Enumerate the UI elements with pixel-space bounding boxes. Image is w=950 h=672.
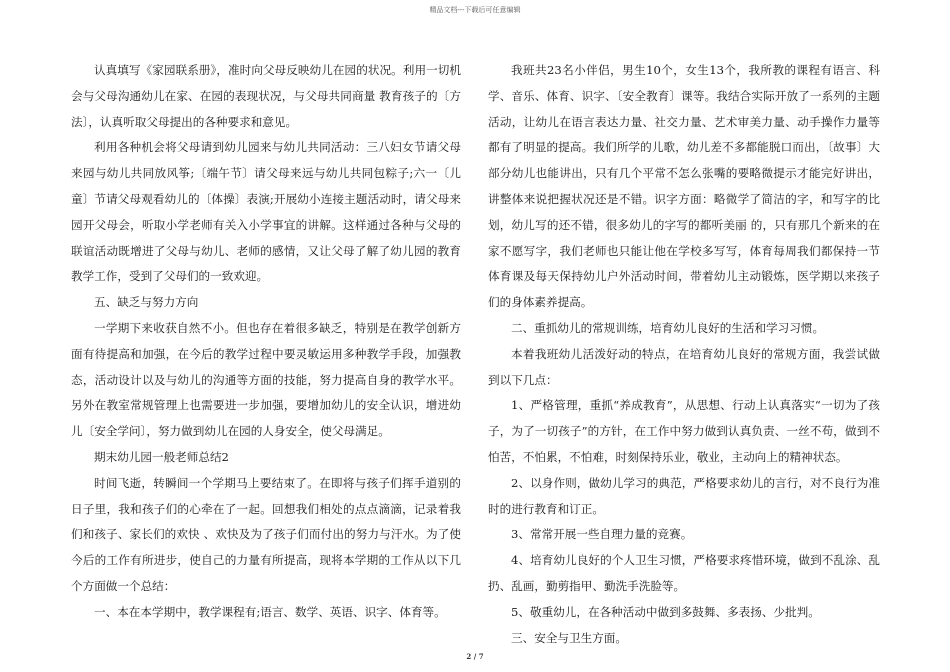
paragraph: 一、本在本学期中，教学课程有;语言、数学、英语、识字、体育等。 — [94, 604, 446, 619]
section-heading: 五、缺乏与努力方向 — [94, 295, 199, 310]
section-heading: 三、安全与卫生方面。 — [511, 630, 627, 645]
paragraph: 时间飞逝，转瞬间一个学期马上要结束了。在即将与孩子们挥手道别的日子里，我和孩子们的心牵在了一起。回想我们相处的点点滴滴，记录着我们和孩子、家长们的欢快 、欢快及为了孩子们而付出的努力与汗水。为了使今后的工作有所进步，使自己的力量有所提高，现将本学期的工作从以下几个方面做一个总结： — [71, 475, 461, 593]
section-heading: 二、重抓幼儿的常规训练，培育幼儿良好的生活和学习习惯。 — [511, 320, 825, 335]
page-header: 精品文档---下载后可任意编辑 — [429, 6, 521, 14]
paragraph: 认真填写《家园联系册》，准时向父母反映幼儿在园的状况。利用一切机会与父母沟通幼儿在家、在园的表现状况，与父母共同商量 教育孩子的〔方法〕，认真听取父母提出的各种要求和意见。 — [71, 63, 461, 129]
list-item: 1、严格管理，重抓“养成教育”，从思想、行动上认真落实“一切为了孩子，为了一切孩子”的方针，在工作中努力做到认真负责、一丝不苟，做到不怕苦，不怕累，不怕难，时刻保持乐业，敬业，主动向上的精神状态。 — [488, 398, 880, 464]
paragraph: 利用各种机会将父母请到幼儿园来与幼儿共同活动：三八妇女节请父母来园与幼儿共同放风筝;〔端午节〕请父母来远与幼儿共同包粽子;六一〔儿童〕节请父母观看幼儿的〔体操〕表演;开展幼小连接主题活动时，请父母来园开父母会，听取小学老师有关入小学事宜的讲解。这样通过各种与父母的联谊活动既增进了父母与幼儿、老师的感情，又让父母了解了幼儿园的教育教学工作，受到了父母们的一致欢迎。 — [71, 140, 461, 284]
paragraph: 一学期下来收获自然不小。但也存在着很多缺乏，特别是在教学创新方面有待提高和加强，在今后的教学过程中要灵敏运用多种教学手段，加强教态，活动设计以及与幼儿的沟通等方面的技能，努力提高自身的教学水平。另外在教室常规管理上也需要进一步加强，要增加幼儿的安全认识，增进幼儿〔安全学问〕，努力做到幼儿在园的人身安全，使父母满足。 — [71, 320, 461, 439]
paragraph: 我班共23名小伴侣，男生10个，女生13个，我所教的课程有语言、科学、音乐、体育、识字、〔安全教育〕课等。我结合实际开放了一系列的主题活动，让幼儿在语言表达力量、社交力量、艺术审美力量、动手操作力量等都有了明显的提高。我们所学的儿歌，幼儿差不多都能脱口而出，〔故事〕大部分幼儿也能讲出，只有几个平常不怎么张嘴的要略微提示才能完好讲出，讲整体来说把握状况还是不错。识字方面：略微学了简洁的字，和写字的比划，幼儿写的还不错，很多幼儿的字写的都听美丽 的，只有那几个新来的在家不愿写字，我们老师也只能让他在学校多写写，体育每周我们都保持一节体育课及每天保持幼儿户外活动时间，带着幼儿主动锻炼，医学期以来孩子们的身体素养提高。 — [488, 63, 880, 310]
list-item: 5、敬重幼儿，在各种活动中做到多鼓舞、多表扬、少批判。 — [511, 604, 820, 619]
left-column — [71, 58, 461, 626]
list-item: 2、以身作则，做幼儿学习的典范，严格要求幼儿的言行，对不良行为准时的进行教育和订正。 — [488, 475, 880, 516]
paragraph: 本着我班幼儿活泼好动的特点，在培育幼儿良好的常规方面，我尝试做到以下几点： — [488, 346, 880, 387]
page-number: 2 / 7 — [466, 652, 484, 661]
list-item: 4、培育幼儿良好的个人卫生习惯，严格要求疼惜环境，做到不乱涂、乱扔、乱画，勤剪指甲、勤洗手洗脸等。 — [488, 553, 880, 593]
list-item: 3、常常开展一些自理力量的竞赛。 — [511, 527, 693, 542]
article-title: 期末幼儿园一般老师总结2 — [94, 449, 229, 464]
right-column — [488, 58, 880, 651]
